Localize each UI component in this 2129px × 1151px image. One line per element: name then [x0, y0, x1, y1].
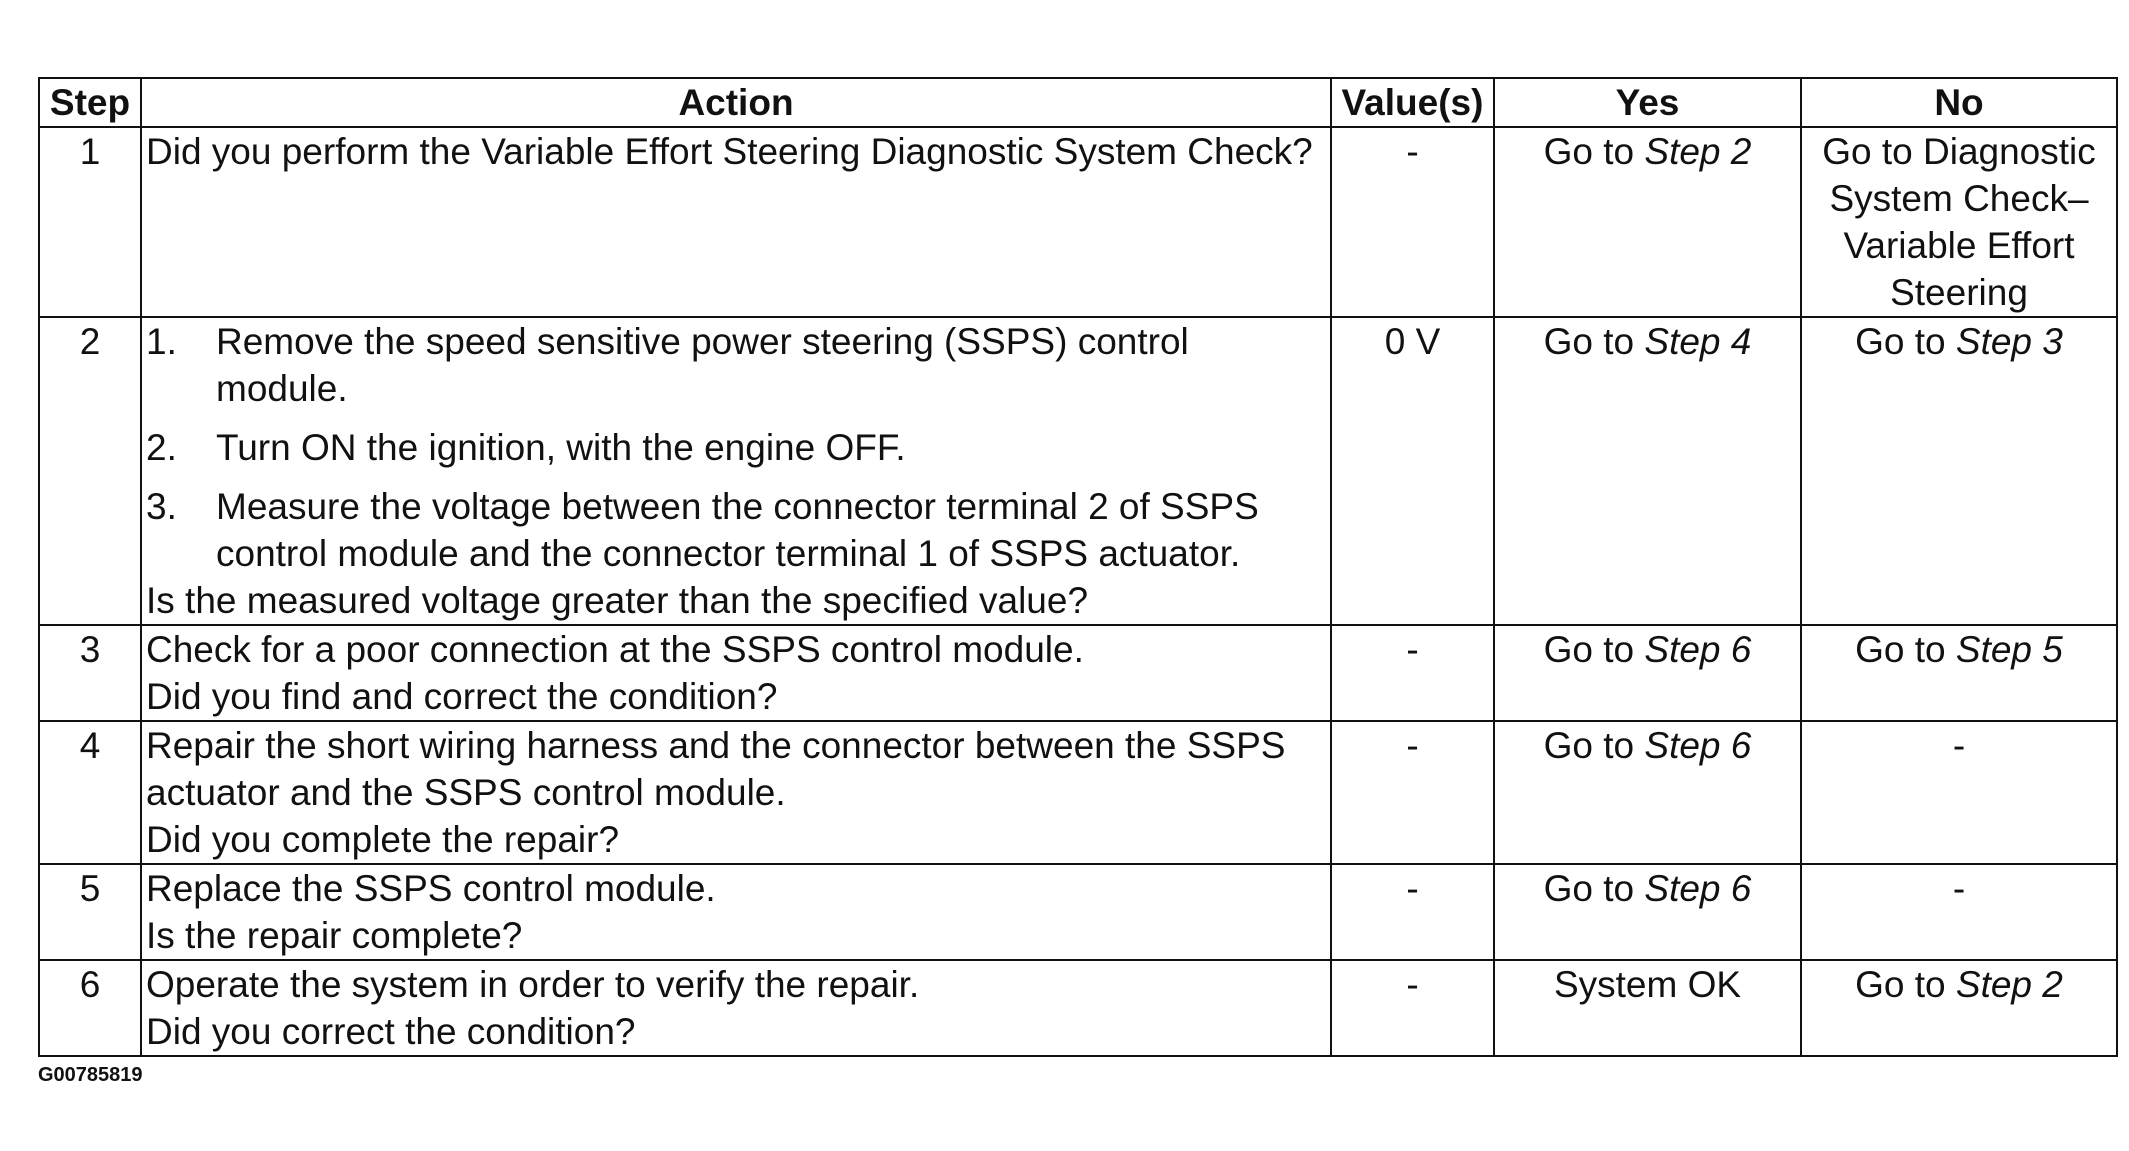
- step-number: 3: [39, 625, 141, 721]
- no-cell: [1801, 127, 2117, 317]
- action-cell: [141, 721, 1331, 864]
- step-number: 2: [39, 317, 141, 625]
- table-row: [39, 625, 2117, 721]
- yes-cell: [1494, 721, 1801, 864]
- substep-number: 3.: [146, 486, 177, 527]
- value-cell: -: [1331, 721, 1494, 864]
- substep-text: Turn ON the ignition, with the engine OFF.: [216, 427, 906, 468]
- yes-step-ref: Step 4: [1644, 321, 1752, 362]
- action-text: Check for a poor connection at the SSPS control module.: [146, 629, 1084, 670]
- action-question: Did you correct the condition?: [146, 1011, 636, 1052]
- yes-cell: [1494, 864, 1801, 960]
- step-number: 4: [39, 721, 141, 864]
- substep-text: Remove the speed sensitive power steering (SSPS) control module.: [216, 321, 1189, 409]
- table-row: [39, 864, 2117, 960]
- action-question: Is the measured voltage greater than the specified value?: [146, 580, 1089, 621]
- step-number: 1: [39, 127, 141, 317]
- header-yes: Yes: [1494, 78, 1801, 127]
- no-prefix: Go to: [1855, 321, 1946, 362]
- value-cell: -: [1331, 960, 1494, 1056]
- yes-step-ref: Step 6: [1644, 725, 1752, 766]
- no-cell: [1801, 625, 2117, 721]
- diagnostic-table: [38, 77, 2118, 1057]
- substep-number: 2.: [146, 427, 177, 468]
- no-cell: [1801, 317, 2117, 625]
- action-cell: [141, 127, 1331, 317]
- action-text: Did you perform the Variable Effort Steering Diagnostic System Check?: [146, 131, 1313, 172]
- value-cell: 0 V: [1331, 317, 1494, 625]
- yes-prefix: System OK: [1553, 964, 1742, 1005]
- no-prefix: -: [1952, 868, 1966, 909]
- yes-step-ref: Step 6: [1644, 629, 1752, 670]
- header-values: Value(s): [1331, 78, 1494, 127]
- value-cell: -: [1331, 864, 1494, 960]
- yes-prefix: Go to: [1543, 131, 1635, 172]
- yes-prefix: Go to: [1543, 629, 1635, 670]
- value-cell: -: [1331, 127, 1494, 317]
- action-cell: [141, 625, 1331, 721]
- value-cell: -: [1331, 625, 1494, 721]
- table-row: [39, 960, 2117, 1056]
- substep-item: [146, 424, 1326, 471]
- step-number: 5: [39, 864, 141, 960]
- yes-prefix: Go to: [1543, 321, 1635, 362]
- yes-prefix: Go to: [1543, 868, 1635, 909]
- action-text: Operate the system in order to verify the repair.: [146, 964, 920, 1005]
- action-cell: [141, 317, 1331, 625]
- action-question: Is the repair complete?: [146, 915, 523, 956]
- action-text: Replace the SSPS control module.: [146, 868, 716, 909]
- step-number: 6: [39, 960, 141, 1056]
- yes-cell: [1494, 960, 1801, 1056]
- substep-list: [146, 318, 1326, 577]
- substep-item: [146, 483, 1326, 577]
- table-row: [39, 721, 2117, 864]
- action-cell: [141, 960, 1331, 1056]
- no-step-ref: Step 5: [1955, 629, 2063, 670]
- table-header-row: [39, 78, 2117, 127]
- substep-number: 1.: [146, 321, 177, 362]
- action-question: Did you complete the repair?: [146, 819, 620, 860]
- yes-step-ref: Step 2: [1644, 131, 1752, 172]
- action-question: Did you find and correct the condition?: [146, 676, 778, 717]
- no-cell: [1801, 960, 2117, 1056]
- no-prefix: Go to: [1855, 629, 1946, 670]
- no-step-ref: Step 3: [1955, 321, 2063, 362]
- no-step-ref: Step 2: [1955, 964, 2063, 1005]
- table-row: [39, 127, 2117, 317]
- table-row: [39, 317, 2117, 625]
- no-prefix: -: [1952, 725, 1966, 766]
- action-cell: [141, 864, 1331, 960]
- substep-text: Measure the voltage between the connector terminal 2 of SSPS control module and the connector terminal 1 of SSPS actuator.: [216, 486, 1259, 574]
- header-action: Action: [141, 78, 1331, 127]
- yes-prefix: Go to: [1543, 725, 1635, 766]
- no-cell: [1801, 721, 2117, 864]
- yes-cell: [1494, 127, 1801, 317]
- no-prefix: Go to: [1855, 964, 1946, 1005]
- yes-cell: [1494, 625, 1801, 721]
- header-no: No: [1801, 78, 2117, 127]
- yes-cell: [1494, 317, 1801, 625]
- action-text: Repair the short wiring harness and the connector between the SSPS actuator and the SSPS control module.: [146, 725, 1286, 813]
- yes-step-ref: Step 6: [1644, 868, 1752, 909]
- figure-id: G00785819: [38, 1064, 143, 1086]
- substep-item: [146, 318, 1326, 412]
- no-cell: [1801, 864, 2117, 960]
- no-prefix: Go to Diagnostic System Check–Variable Effort Steering: [1822, 131, 2096, 313]
- header-step: Step: [39, 78, 141, 127]
